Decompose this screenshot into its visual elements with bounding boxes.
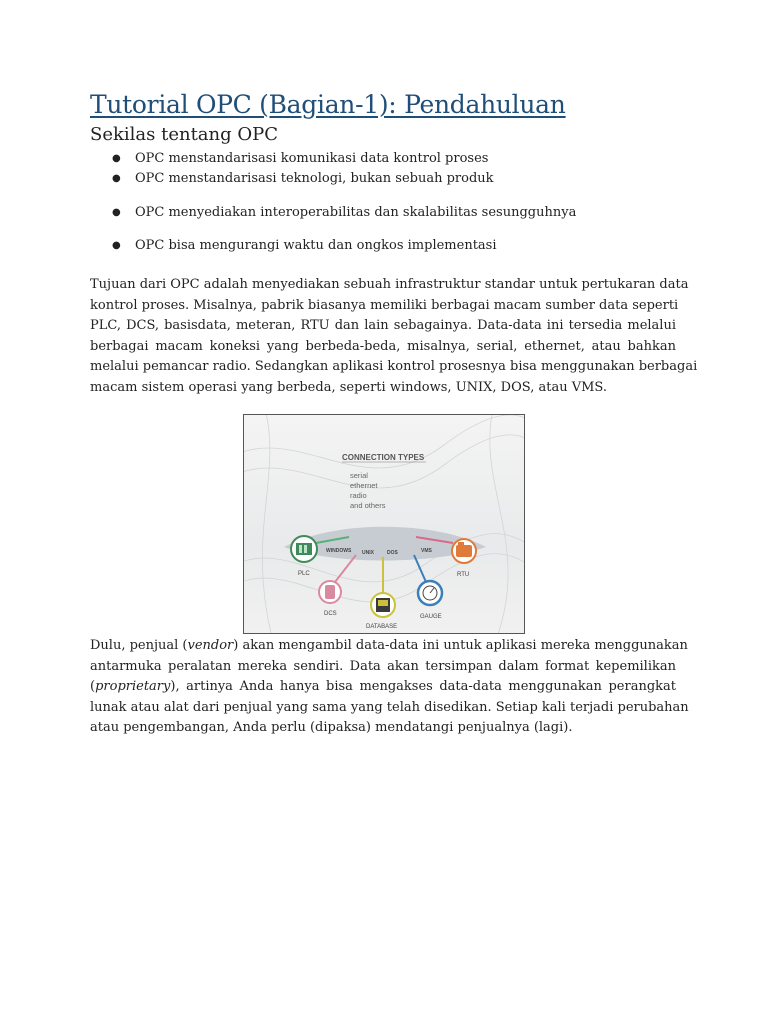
gauge-icon [418,581,442,605]
connection-type-label: radio [350,491,367,500]
paragraph-line: Tujuan dari OPC adalah menyediakan sebuah infrastruktur standar untuk pertukaran data [90,277,689,292]
paragraph-line: antarmuka peralatan mereka sendiri. Data akan tersimpan dalam format kepemilikan [90,658,676,674]
bullet-icon: ● [112,207,121,218]
database-icon [371,593,395,617]
paragraph-line: kontrol proses. Misalnya, pabrik biasanya memiliki berbagai macam sumber data seperti [90,297,679,313]
bullet-icon: ● [112,240,121,251]
figure-heading: CONNECTION TYPES [342,453,425,462]
os-label: DOS [387,550,398,556]
text-run: ( [90,679,96,695]
emphasis-text: vendor [187,638,234,653]
paragraph-line: berbagai macam koneksi yang berbeda-beda, misalnya, serial, ethernet, atau bahkan [90,338,676,354]
paragraph-line: atau pengembangan, Anda perlu (dipaksa) mendatangi penjualnya (lagi). [90,720,573,736]
os-label: VMS [421,548,432,554]
paragraph-vendor [90,636,689,739]
paragraph-intro [90,275,698,399]
paragraph-line: PLC, DCS, basisdata, meteran, RTU dan lain sebagainya. Data-data ini tersedia melalui [90,318,676,334]
paragraph-line: melalui pemancar radio. Sedangkan aplikasi kontrol prosesnya bisa menggunakan berbagai [90,359,698,375]
os-label: WINDOWS [326,548,352,554]
section-heading: Sekilas tentang OPC [90,124,279,145]
list-item-text: OPC menyediakan interoperabilitas dan skalabilitas sesungguhnya [135,205,577,220]
list-item-text: OPC menstandarisasi komunikasi data kontrol proses [135,151,489,166]
device-label: DATABASE [366,624,398,630]
text-run: ), artinya Anda hanya bisa mengakses data-data menggunakan perangkat [170,679,676,695]
paragraph-line: lunak atau alat dari penjual yang sama yang telah disedikan. Setiap kali terjadi perubahan [90,699,689,715]
plc-icon [291,536,317,562]
connection-diagram [244,415,525,634]
bullet-icon: ● [112,173,121,184]
emphasis-text: proprietary [95,679,171,695]
device-label: DCS [324,611,337,617]
connection-type-label: and others [350,501,386,510]
device-label: RTU [457,572,470,578]
os-label: UNIX [362,550,374,556]
device-label: PLC [298,571,310,577]
paragraph-line: macam sistem operasi yang berbeda, seperti windows, UNIX, DOS, atau VMS. [90,379,607,395]
connection-types-figure [243,414,525,634]
rtu-icon [452,539,476,563]
connection-type-label: serial [350,471,368,480]
connection-type-label: ethernet [350,481,378,490]
paragraph-line [90,636,688,657]
list-item-text: OPC bisa mengurangi waktu dan ongkos implementasi [135,238,497,253]
text-run: Dulu, penjual ( [90,638,188,653]
list-item-text: OPC menstandarisasi teknologi, bukan sebuah produk [135,171,494,186]
text-run: ) akan mengambil data-data ini untuk aplikasi mereka menggunakan [233,638,688,653]
bullet-icon: ● [112,153,121,164]
dcs-icon [319,581,341,603]
page-title: Tutorial OPC (Bagian-1): Pendahuluan [90,90,566,119]
paragraph-line [90,677,676,698]
device-label: GAUGE [420,614,442,620]
